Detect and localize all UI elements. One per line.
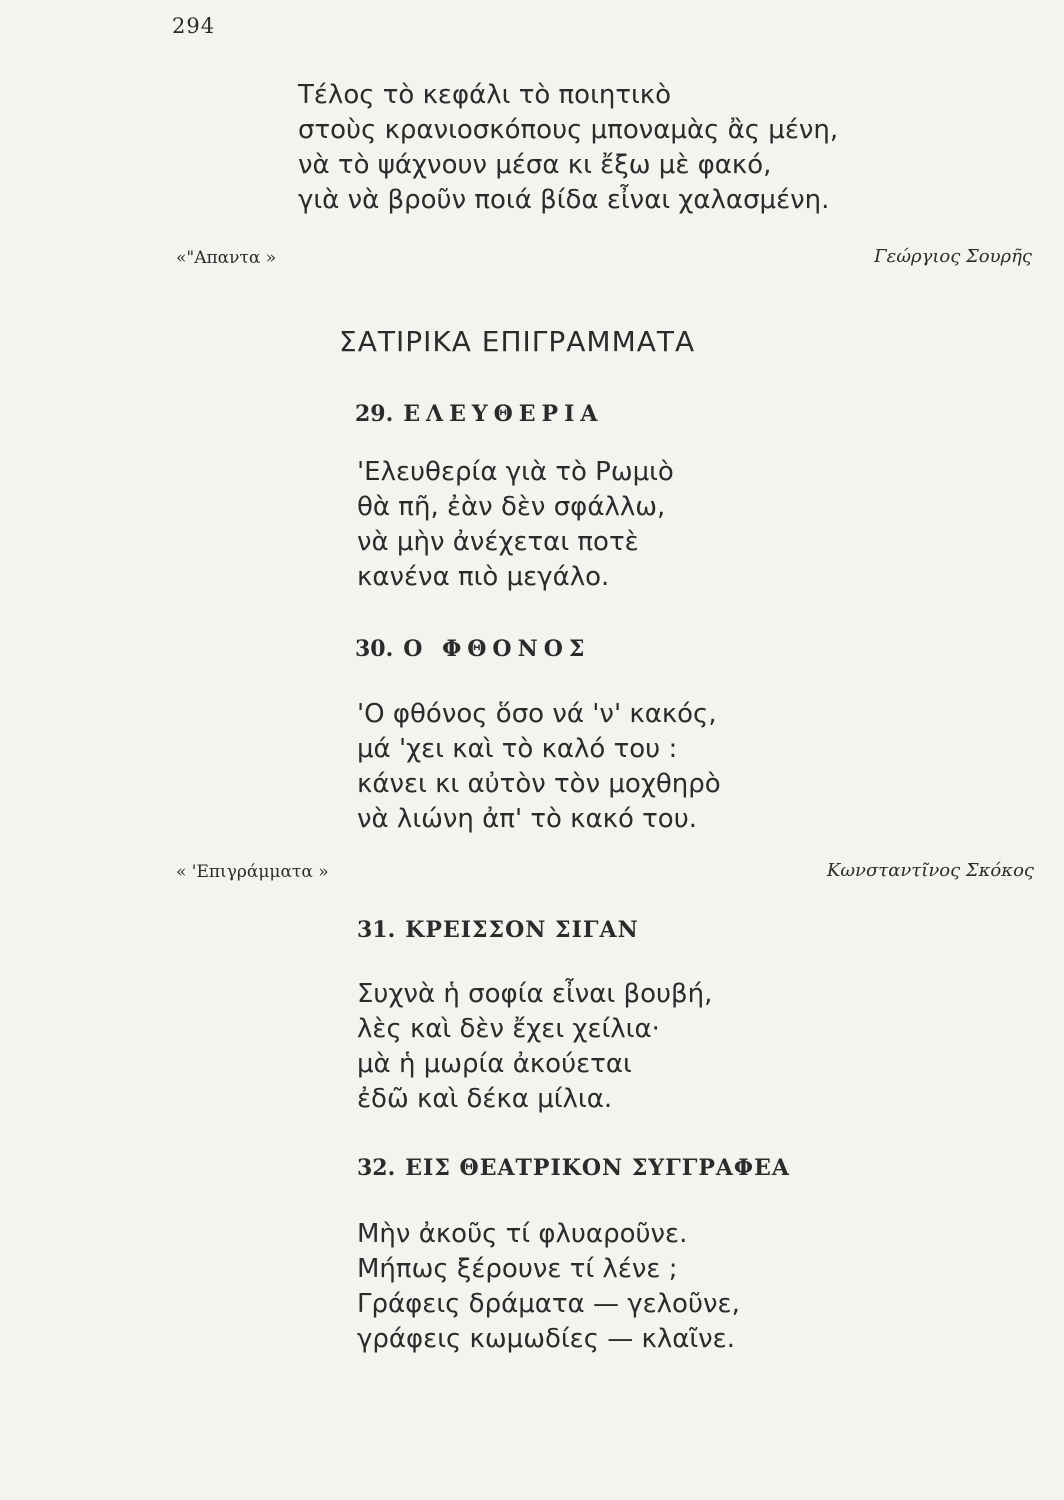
verse-line: στοὺς κρανιοσκόπους μποναμὰς ἂς μένη, <box>298 115 839 145</box>
poem-30-author: Κωνσταντῖνος Σκόκος <box>826 860 1034 881</box>
verse-line: γράφεις κωμωδίες — κλαῖνε. <box>357 1324 736 1354</box>
verse-line: μά 'χει καὶ τὸ καλό του : <box>357 734 678 764</box>
verse-line: 'Ο φθόνος ὅσο νά 'ν' κακός, <box>357 699 717 729</box>
poem-31-stanza <box>357 977 712 1117</box>
verse-line: 'Ελευθερία γιὰ τὸ Ρωμιὸ <box>357 457 674 487</box>
poem-heading <box>355 636 590 662</box>
poem-32-stanza <box>357 1217 740 1357</box>
intro-author: Γεώργιος Σουρῆς <box>874 246 1032 267</box>
intro-stanza <box>298 78 838 218</box>
verse-line: μὰ ἡ μωρία ἀκούεται <box>357 1049 632 1079</box>
poem-title: ΕΛΕΥΘΕΡΙΑ <box>403 401 604 427</box>
poem-heading <box>357 1155 790 1181</box>
verse-line: νὰ λιώνη ἀπ' τὸ κακό του. <box>357 804 698 834</box>
poem-title: Ο ΦΘΟΝΟΣ <box>403 636 591 662</box>
verse-line: λὲς καὶ δὲν ἔχει χείλια· <box>357 1014 660 1044</box>
verse-line: νὰ τὸ ψάχνουν μέσα κι ἔξω μὲ φακό, <box>298 150 772 180</box>
verse-line: ἐδῶ καὶ δέκα μίλια. <box>357 1084 613 1114</box>
poem-number: 30. <box>355 636 394 662</box>
intro-source: «"Απαντα » <box>176 248 277 268</box>
poem-heading <box>355 401 603 427</box>
poem-heading <box>357 917 639 943</box>
page-number: 294 <box>172 14 216 38</box>
verse-line: Μήπως ξέρουνε τί λένε ; <box>357 1254 678 1284</box>
poem-number: 32. <box>357 1155 396 1181</box>
verse-line: κάνει κι αὐτὸν τὸν μοχθηρὸ <box>357 769 721 799</box>
verse-line: Συχνὰ ἡ σοφία εἶναι βουβή, <box>357 979 713 1009</box>
verse-line: Μὴν ἀκοῦς τί φλυαροῦνε. <box>357 1219 688 1249</box>
verse-line: Γράφεις δράματα — γελοῦνε, <box>357 1289 740 1319</box>
verse-line: γιὰ νὰ βροῦν ποιά βίδα εἶναι χαλασμένη. <box>298 185 830 215</box>
verse-line: νὰ μὴν ἀνέχεται ποτὲ <box>357 527 639 557</box>
poem-30-stanza <box>357 697 721 837</box>
verse-line: κανένα πιὸ μεγάλο. <box>357 562 610 592</box>
poem-number: 31. <box>357 917 396 943</box>
poem-30-source: « 'Επιγράμματα » <box>176 862 329 882</box>
verse-line: θὰ πῆ, ἐὰν δὲν σφάλλω, <box>357 492 666 522</box>
poem-title: ΚΡΕΙΣΣΟΝ ΣΙΓΑΝ <box>405 917 639 943</box>
poem-29-stanza <box>357 455 674 595</box>
poem-number: 29. <box>355 401 394 427</box>
section-title: ΣΑΤΙΡΙΚΑ ΕΠΙΓΡΑΜΜΑΤΑ <box>339 325 696 358</box>
poem-title: ΕΙΣ ΘΕΑΤΡΙΚΟΝ ΣΥΓΓΡΑΦΕΑ <box>405 1155 790 1181</box>
verse-line: Τέλος τὸ κεφάλι τὸ ποιητικὸ <box>298 80 672 110</box>
